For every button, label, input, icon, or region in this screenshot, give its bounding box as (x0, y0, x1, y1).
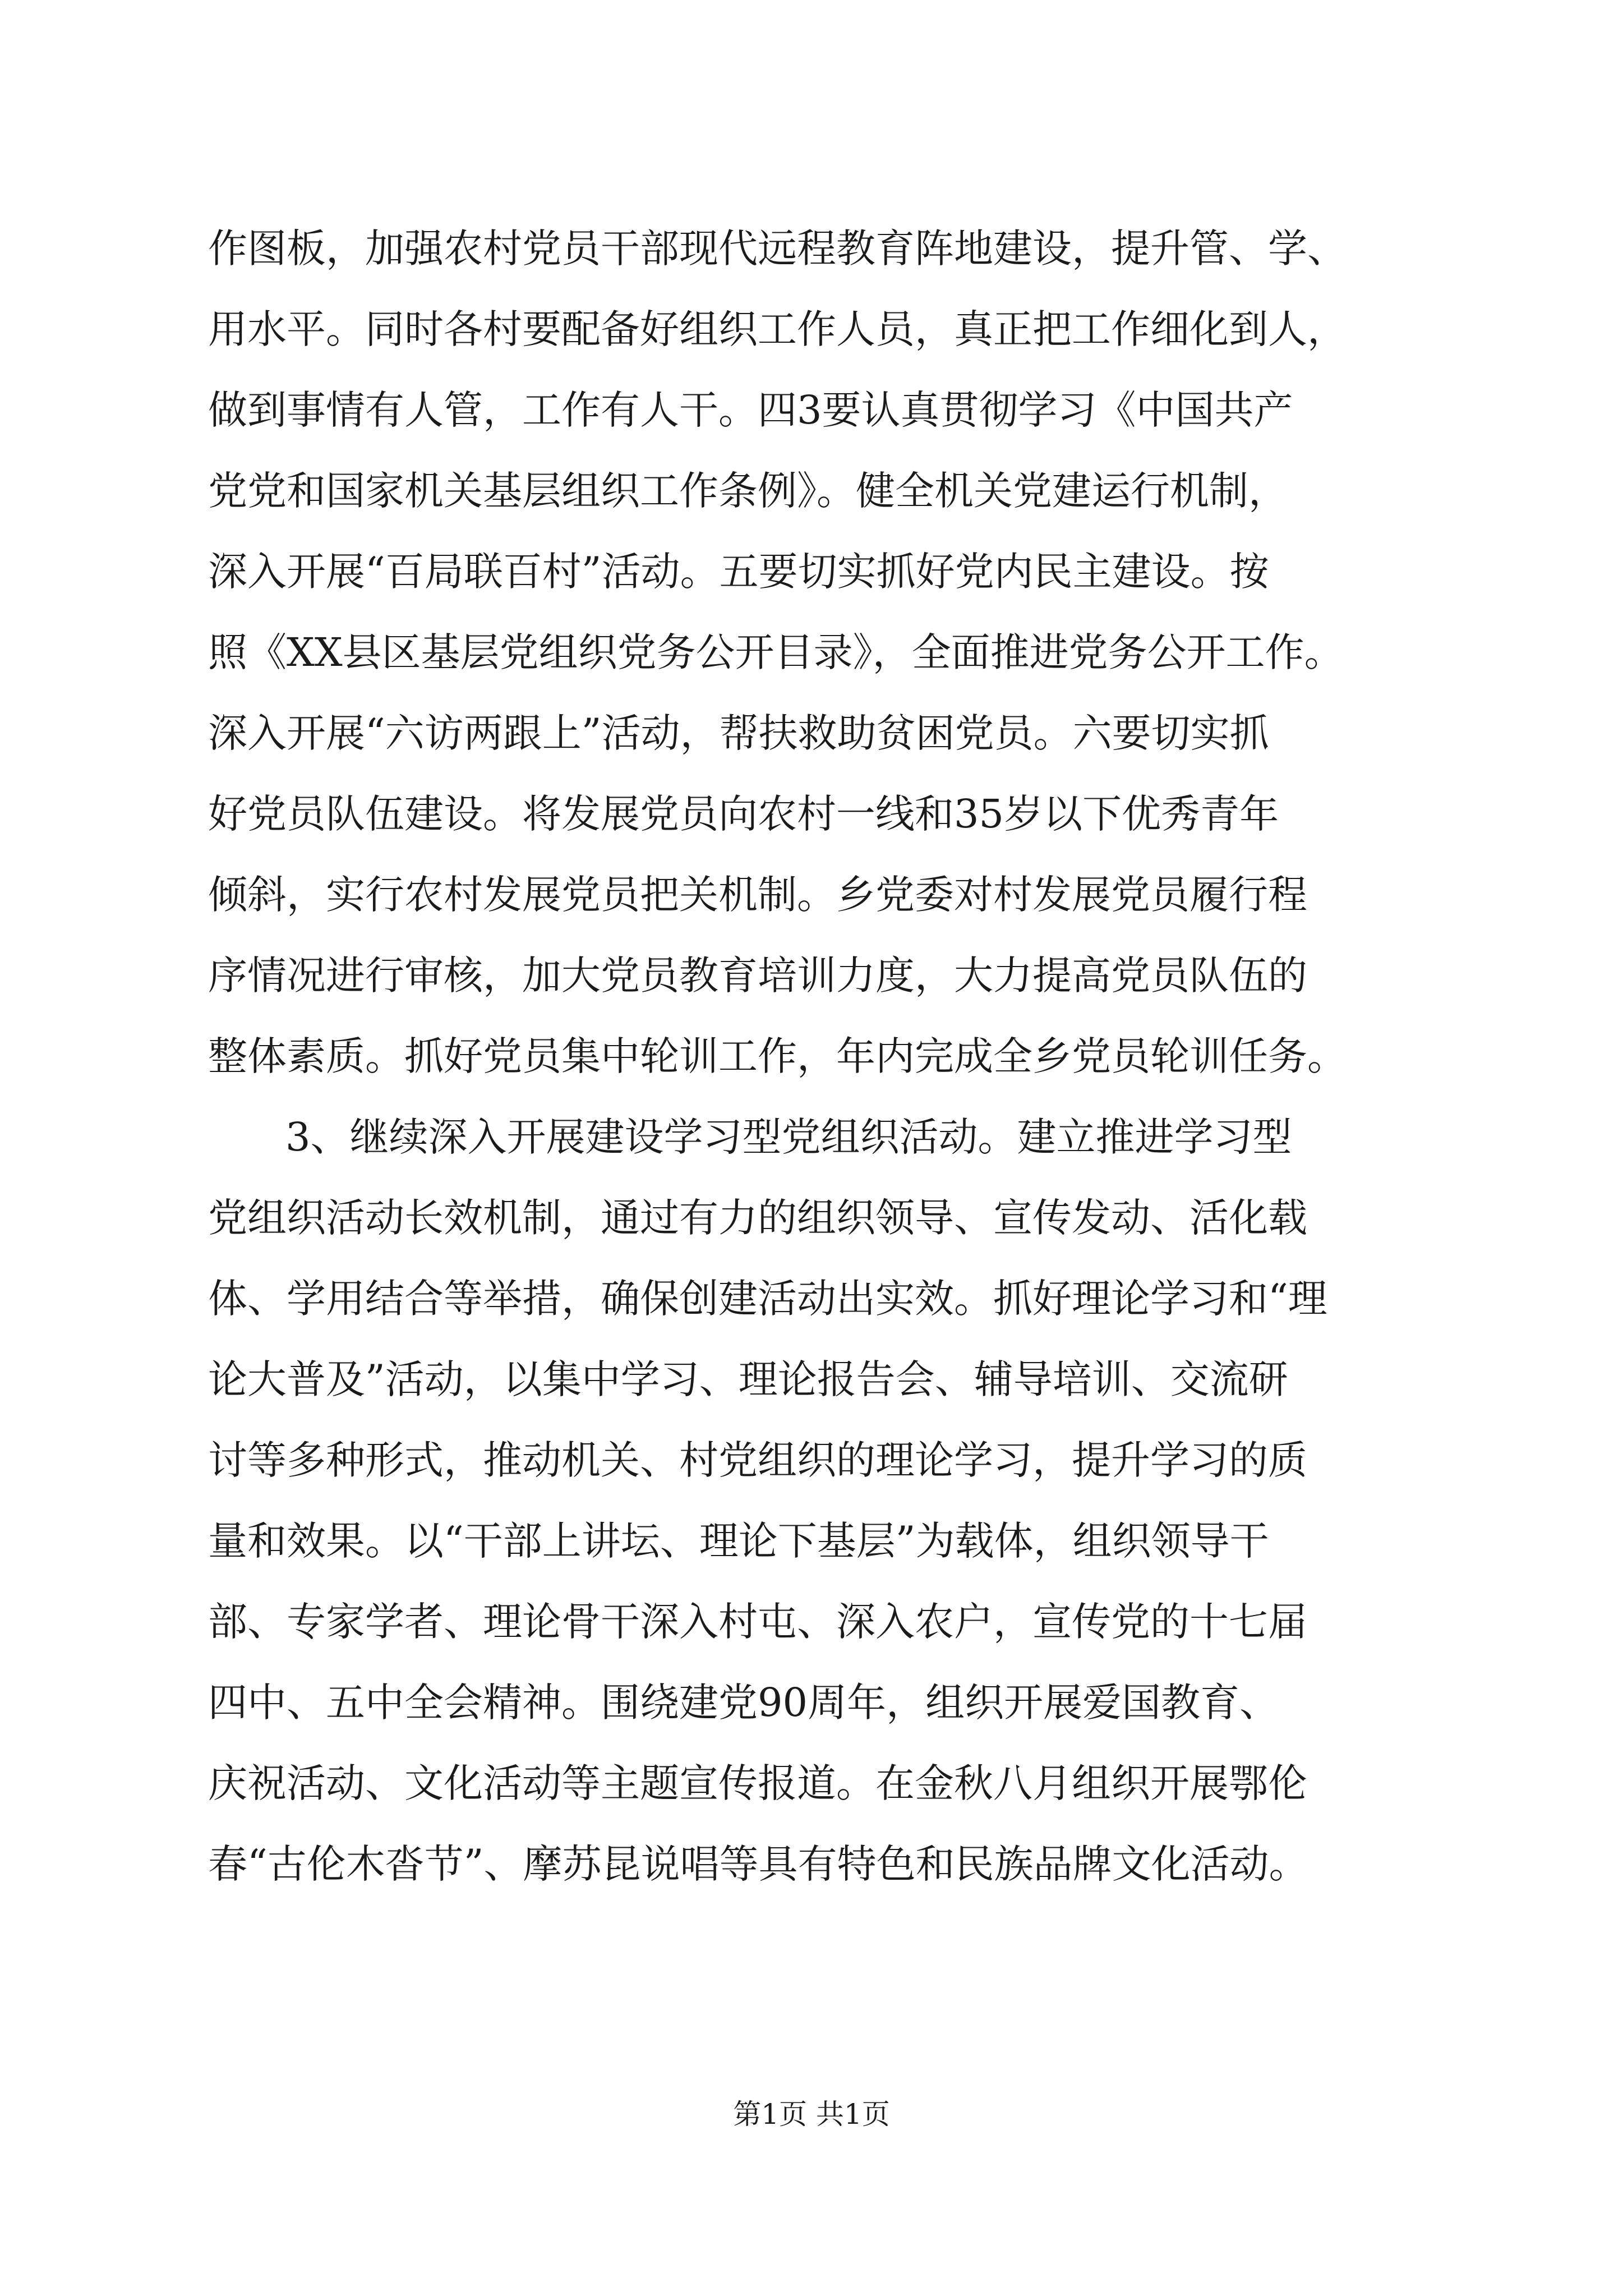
text-line: 深入开展“百局联百村”活动。五要切实抓好党内民主建设。按 (208, 549, 1269, 595)
text-line: 做到事情有人管，工作有人干。四3要认真贯彻学习《中国共产 (208, 387, 1293, 433)
text-line: 庆祝活动、文化活动等主题宣传报道。在金秋八月组织开展鄂伦 (208, 1760, 1307, 1806)
text-line: 论大普及”活动，以集中学习、理论报告会、辅导培训、交流研 (208, 1356, 1288, 1402)
text-line: 倾斜，实行农村发展党员把关机制。乡党委对村发展党员履行程 (208, 872, 1307, 918)
text-line: 用水平。同时各村要配备好组织工作人员，真正把工作细化到人， (208, 306, 1347, 352)
text-line: 照《XX县区基层党组织党务公开目录》，全面推进党务公开工作。 (208, 629, 1344, 675)
text-line: 讨等多种形式，推动机关、村党组织的理论学习，提升学习的质 (208, 1437, 1307, 1483)
text-line: 量和效果。以“干部上讲坛、理论下基层”为载体，组织领导干 (208, 1518, 1269, 1564)
text-line: 好党员队伍建设。将发展党员向农村一线和35岁以下优秀青年 (208, 791, 1279, 837)
text-line: 四中、五中全会精神。围绕建党90周年，组织开展爱国教育、 (208, 1680, 1279, 1726)
page-footer: 第1页 共1页 (733, 2098, 890, 2131)
text-line: 党党和国家机关基层组织工作条例》。健全机关党建运行机制， (208, 468, 1288, 514)
paragraph-start-line: 3、继续深入开展建设学习型党组织活动。建立推进学习型 (285, 1114, 1292, 1160)
text-line: 序情况进行审核，加大党员教育培训力度，大力提高党员队伍的 (208, 953, 1307, 999)
text-line: 整体素质。抓好党员集中轮训工作，年内完成全乡党员轮训任务。 (208, 1033, 1347, 1079)
text-line: 体、学用结合等举措，确保创建活动出实效。抓好理论学习和“理 (208, 1276, 1327, 1322)
text-line: 党组织活动长效机制，通过有力的组织领导、宣传发动、活化载 (208, 1195, 1307, 1241)
text-line: 春“古伦木沓节”、摩苏昆说唱等具有特色和民族品牌文化活动。 (208, 1841, 1308, 1887)
text-line: 部、专家学者、理论骨干深入村屯、深入农户，宣传党的十七届 (208, 1599, 1307, 1645)
text-line: 深入开展“六访两跟上”活动，帮扶救助贫困党员。六要切实抓 (208, 710, 1269, 756)
text-line: 作图板，加强农村党员干部现代远程教育阵地建设，提升管、学、 (208, 226, 1347, 272)
body-text (208, 208, 1419, 1904)
